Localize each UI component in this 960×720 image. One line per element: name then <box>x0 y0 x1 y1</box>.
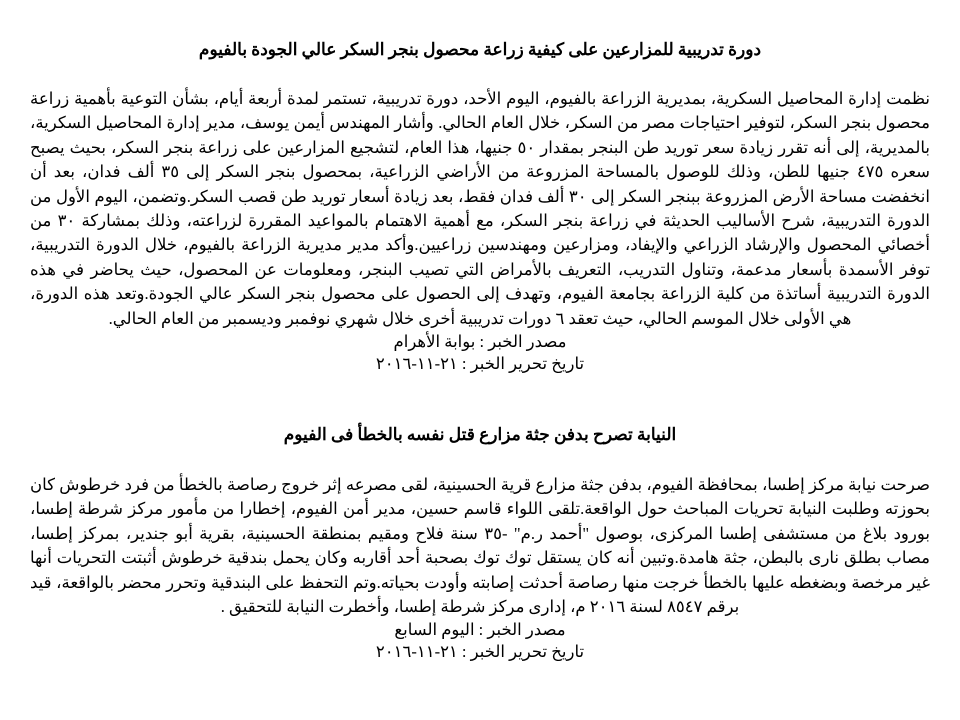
article-body: صرحت نيابة مركز إطسا، بمحافظة الفيوم، بدفن جثة مزارع قرية الحسينية، لقى مصرعه إثر خروج رصاصة بالخطأ من فرد خرطوش كان بحوزته وطلبت النيابة تحريات المباحث حول الواقعة.تلقى اللواء قاسم حسين، مدير أمن الفيوم، إخطارا من مأمور مركز شرطة إطسا، بورود بلاغ من مستشفى إطسا المركزى، بوصول "أحمد ر.م" -٣٥ سنة فلاح ومقيم بمنطقة الحسينية، بقرية أبو جندير، بمركز إطسا، مصاب بطلق نارى بالبطن، جثة هامدة.وتبين أنه كان يستقل توك توك بصحبة أحد أقاربه وكان يحمل بندقية خرطوش أثبتت التحريات أنها غير مرخصة وبضغطه عليها بالخطأ خرجت منها رصاصة أحدثت إصابته وأودت بحياته.وتم التحفظ على البندقية وتحرر محضر بالواقعة، قيد برقم ٨٥٤٧ لسنة ٢٠١٦ م، إدارى مركز شرطة إطسا، وأخطرت النيابة للتحقيق . <box>30 475 930 617</box>
article-source: مصدر الخبر : اليوم السابع <box>394 620 566 640</box>
article-date: تاريخ تحرير الخبر : ٢١-١١-٢٠١٦ <box>375 642 585 662</box>
news-article-farmer-accident <box>30 423 930 663</box>
article-title: دورة تدريبية للمزارعين على كيفية زراعة محصول بنجر السكر عالي الجودة بالفيوم <box>198 40 762 59</box>
article-source: مصدر الخبر : بوابة الأهرام <box>393 332 567 352</box>
news-article-sugar-beet-training <box>30 38 930 375</box>
article-body: نظمت إدارة المحاصيل السكرية، بمديرية الزراعة بالفيوم، اليوم الأحد، دورة تدريبية، تستمر لمدة أربعة أيام، بشأن التوعية بأهمية زراعة محصول بنجر السكر، لتوفير احتياجات مصر من السكر، خلال العام الحالي. وأشار المهندس أيمن يوسف، مدير إدارة المحاصيل السكرية، بالمديرية، إلى أنه تقرر زيادة سعر توريد طن البنجر بمقدار ٥٠ جنيها، هذا العام، لتشجيع المزارعين على زراعة بنجر السكر، بحيث يصبح سعره ٤٧٥ جنيها للطن، وذلك للوصول بالمساحة المزروعة من الأراضي الزراعية، بمحصول بنجر السكر إلى ٣٥ ألف فدان، بعد أن انخفضت مساحة الأرض المزروعة ببنجر السكر إلى ٣٠ ألف فدان فقط، بعد زيادة أسعار توريد طن قصب السكر.وتضمن، اليوم الأول من الدورة التدريبية، شرح الأساليب الحديثة في زراعة بنجر السكر، مع أهمية الاهتمام بالمواعيد المقررة لزراعته، وذلك بمشاركة ٣٠ من أخصائي المحصول والإرشاد الزراعي والإيفاد، ومزارعين ومهندسين زراعيين.وأكد مدير مديرية الزراعة بالفيوم، خلال الدورة التدريبية، توفر الأسمدة بأسعار مدعمة، وتناول التدريب، التعريف بالأمراض التي تصيب البنجر، ومعلومات عن المحصول، حيث يحاضر في هذه الدورة التدريبية أساتذة من كلية الزراعة بجامعة الفيوم، وتهدف إلى الحصول على محصول بنجر السكر عالي الجودة.وتعد هذه الدورة، هي الأولى خلال الموسم الحالي، حيث تعقد ٦ دورات تدريبية أخرى خلال شهري نوفمبر وديسمبر من العام الحالي. <box>30 89 930 328</box>
article-title: النيابة تصرح بدفن جثة مزارع قتل نفسه بالخطأ فى الفيوم <box>283 425 677 444</box>
article-date: تاريخ تحرير الخبر : ٢١-١١-٢٠١٦ <box>375 354 585 374</box>
